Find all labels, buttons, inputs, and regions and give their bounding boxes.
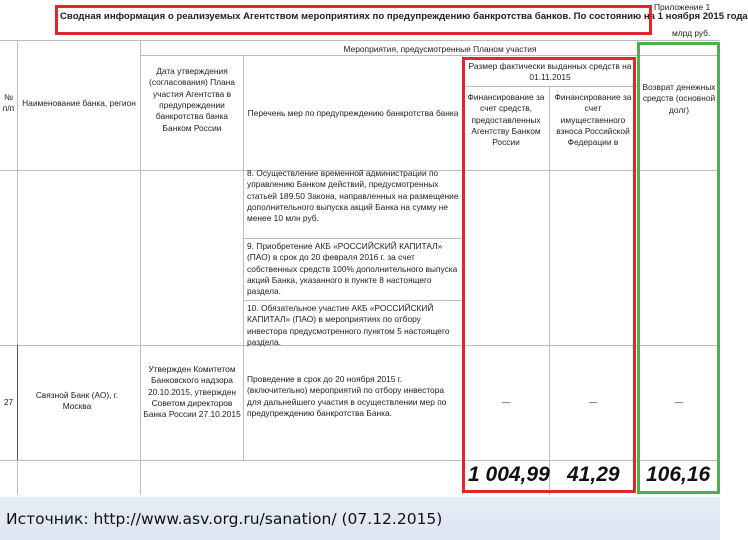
header-measures-list: Перечень мер по предупреждению банкротства банка — [247, 108, 459, 118]
grid-line — [243, 238, 463, 239]
measure-item-9: 9. Приобретение АКБ «РОССИЙСКИЙ КАПИТАЛ» (ПАО) в срок до 20 февраля 2016 г. за счет собственных средств 100% дополнительного выпуска акций Банка, указанного в пункте 8 настоящего раздела. — [247, 241, 458, 297]
measure-item-8: 8. Осуществление временной администрации по управлению Банком действий, предусмотренных статьей 189.50 Закона, направленных на размещение дополнительного выпуска акций Банка на сумму не менее 10 млн руб. — [247, 168, 459, 224]
units-label: млрд руб. — [672, 28, 711, 38]
row27-number: 27 — [3, 397, 14, 407]
row27-return: — — [674, 397, 684, 407]
header-approval-date: Дата утверждения (согласования) Плана участия Агентства в предупреждении банкротства банка Банком России — [149, 66, 235, 133]
grid-line — [140, 40, 141, 495]
document-title: Сводная информация о реализуемых Агентством мероприятиях по предупреждению банкротства банков. По состоянию на 1 ноября 2015 года — [60, 11, 748, 22]
measure-item-10: 10. Обязательное участие АКБ «РОССИЙСКИЙ КАПИТАЛ» (ПАО) в мероприятиях по отбору инвестора предусмотренного пунктом 5 настоящего раздела. — [247, 303, 450, 348]
row27-fund-agency: — — [501, 397, 511, 407]
header-bank: Наименование банка, регион — [22, 98, 136, 108]
header-return: Возврат денежных средств (основной долг) — [642, 82, 716, 115]
total-fund-property: 41,29 — [567, 463, 620, 486]
row27-measure: Проведение в срок до 20 ноября 2015 г. (включительно) мероприятий по отбору инвестора для дальнейшего участия в осуществлении мер по предупреждению банкротства Банка. — [247, 374, 447, 419]
appendix-label: Приложение 1 — [654, 2, 711, 12]
grid-line — [0, 40, 720, 41]
row27-bank: Связной Банк (АО), г. Москва — [35, 390, 119, 412]
grid-line — [17, 345, 18, 460]
header-fund-agency: Финансирование за счет средств, предоставленных Агентству Банком России — [467, 92, 545, 148]
grid-line — [243, 300, 463, 301]
total-fund-agency: 1 004,99 — [468, 463, 550, 486]
row27-approval-date: Утвержден Комитетом Банковского надзора 20.10.2015, утвержден Советом директоров Банка России 27.10.2015 — [143, 364, 241, 420]
return-highlight-box — [637, 42, 720, 494]
header-funds-issued: Размер фактически выданных средств на 01.11.2015 — [468, 61, 632, 83]
funds-highlight-box — [462, 57, 636, 493]
header-number: № п/п — [2, 92, 15, 114]
header-measures-group: Мероприятия, предусмотренные Планом участия — [343, 44, 537, 54]
header-fund-property: Финансирование за счет имущественного взноса Российской Федерации в — [554, 92, 632, 148]
total-return: 106,16 — [646, 463, 711, 486]
source-text: Источник: http://www.asv.org.ru/sanation/ (07.12.2015) — [6, 510, 443, 528]
row27-fund-property: — — [588, 397, 598, 407]
source-footer — [0, 497, 720, 540]
grid-line — [243, 55, 244, 460]
